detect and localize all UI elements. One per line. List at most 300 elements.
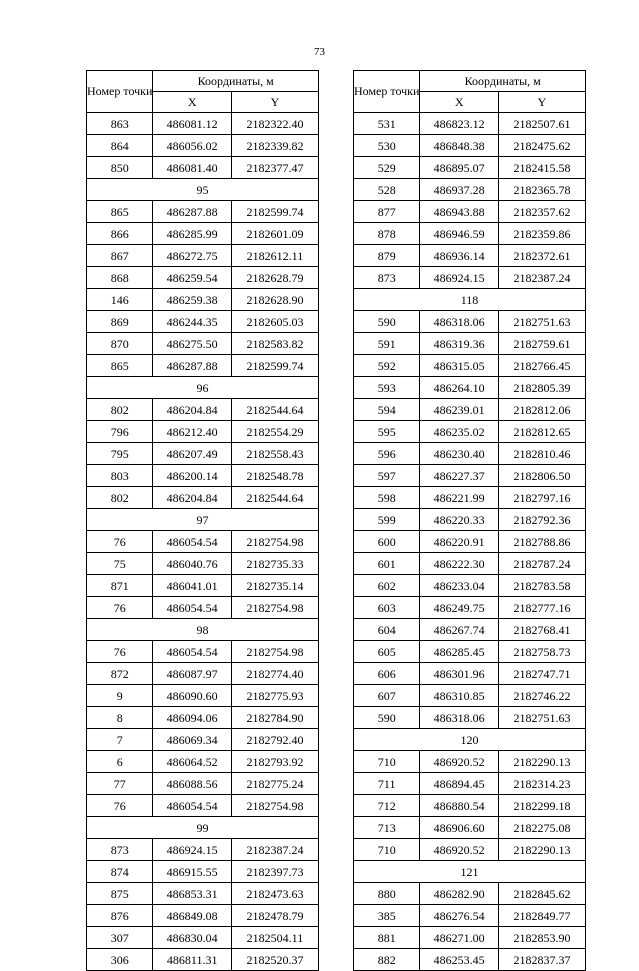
point-number-cell: 713 [354,817,420,839]
y-cell: 2182775.93 [231,685,318,707]
x-cell: 486287.88 [153,201,232,223]
point-number-cell: 850 [87,157,153,179]
x-cell: 486264.10 [420,377,499,399]
table-row [87,267,319,289]
y-cell: 2182768.41 [498,619,585,641]
coordinates-table-left [86,70,319,971]
point-number-cell: 531 [354,113,420,135]
y-cell: 2182339.82 [231,135,318,157]
section-row [354,289,586,311]
point-number-cell: 385 [354,905,420,927]
table-row [354,201,586,223]
x-cell: 486895.07 [420,157,499,179]
x-cell: 486276.54 [420,905,499,927]
table-row [354,311,586,333]
x-cell: 486230.40 [420,443,499,465]
section-row [87,179,319,201]
y-cell: 2182365.78 [498,179,585,201]
point-number-cell: 865 [87,201,153,223]
y-cell: 2182275.08 [498,817,585,839]
y-cell: 2182599.74 [231,355,318,377]
x-cell: 486830.04 [153,927,232,949]
x-cell: 486041.01 [153,575,232,597]
point-number-cell: 598 [354,487,420,509]
x-cell: 486056.02 [153,135,232,157]
table-row [354,509,586,531]
y-cell: 2182735.33 [231,553,318,575]
point-number-cell: 604 [354,619,420,641]
y-cell: 2182735.14 [231,575,318,597]
y-cell: 2182473.63 [231,883,318,905]
y-cell: 2182797.16 [498,487,585,509]
point-number-cell: 590 [354,311,420,333]
table-row [354,927,586,949]
table-row [87,157,319,179]
point-number-cell: 591 [354,333,420,355]
y-cell: 2182601.09 [231,223,318,245]
table-row [87,135,319,157]
x-cell: 486054.54 [153,597,232,619]
y-cell: 2182747.71 [498,663,585,685]
y-cell: 2182628.79 [231,267,318,289]
y-cell: 2182792.36 [498,509,585,531]
x-cell: 486088.56 [153,773,232,795]
y-cell: 2182357.62 [498,201,585,223]
x-cell: 486848.38 [420,135,499,157]
x-cell: 486040.76 [153,553,232,575]
table-row [354,795,586,817]
table-row [354,707,586,729]
x-cell: 486233.04 [420,575,499,597]
y-cell: 2182845.62 [498,883,585,905]
coordinates-table-right [353,70,586,971]
x-header: X [420,92,499,113]
table-row [354,883,586,905]
point-number-cell: 603 [354,597,420,619]
x-cell: 486894.45 [420,773,499,795]
point-number-cell: 593 [354,377,420,399]
point-number-cell: 710 [354,751,420,773]
table-row [354,377,586,399]
table-row [87,487,319,509]
y-cell: 2182558.43 [231,443,318,465]
section-number: 97 [87,509,319,531]
x-cell: 486239.01 [420,399,499,421]
point-number-cell: 75 [87,553,153,575]
table-row [87,883,319,905]
point-number-header: Номер точки [354,71,420,113]
y-cell: 2182751.63 [498,707,585,729]
y-cell: 2182746.22 [498,685,585,707]
y-cell: 2182754.98 [231,795,318,817]
y-cell: 2182599.74 [231,201,318,223]
point-number-cell: 146 [87,289,153,311]
point-number-cell: 306 [87,949,153,971]
x-cell: 486222.30 [420,553,499,575]
y-cell: 2182751.63 [498,311,585,333]
table-row [354,399,586,421]
y-cell: 2182359.86 [498,223,585,245]
x-cell: 486282.90 [420,883,499,905]
x-cell: 486880.54 [420,795,499,817]
point-number-cell: 866 [87,223,153,245]
table-row [87,773,319,795]
x-cell: 486220.91 [420,531,499,553]
x-cell: 486811.31 [153,949,232,971]
x-cell: 486275.50 [153,333,232,355]
x-cell: 486069.34 [153,729,232,751]
point-number-cell: 879 [354,245,420,267]
table-row [87,949,319,971]
x-cell: 486310.85 [420,685,499,707]
x-cell: 486081.12 [153,113,232,135]
coordinates-header: Координаты, м [153,71,319,92]
table-row [87,905,319,927]
point-number-cell: 871 [87,575,153,597]
x-cell: 486090.60 [153,685,232,707]
x-cell: 486920.52 [420,751,499,773]
x-cell: 486244.35 [153,311,232,333]
point-number-cell: 592 [354,355,420,377]
point-number-cell: 881 [354,927,420,949]
table-row [87,531,319,553]
table-row [354,179,586,201]
table-row [354,839,586,861]
x-cell: 486319.36 [420,333,499,355]
point-number-cell: 606 [354,663,420,685]
section-row [87,619,319,641]
x-header: X [153,92,232,113]
table-row [354,465,586,487]
y-cell: 2182806.50 [498,465,585,487]
point-number-cell: 874 [87,861,153,883]
x-cell: 486285.45 [420,641,499,663]
y-cell: 2182299.18 [498,795,585,817]
point-number-cell: 597 [354,465,420,487]
y-cell: 2182758.73 [498,641,585,663]
table-row [87,421,319,443]
x-cell: 486915.55 [153,861,232,883]
x-cell: 486212.40 [153,421,232,443]
y-header: Y [498,92,585,113]
y-cell: 2182387.24 [498,267,585,289]
y-cell: 2182415.58 [498,157,585,179]
table-row [354,333,586,355]
section-number: 95 [87,179,319,201]
table-row [87,223,319,245]
point-number-cell: 877 [354,201,420,223]
x-cell: 486087.97 [153,663,232,685]
x-cell: 486054.54 [153,795,232,817]
table-row [87,355,319,377]
point-number-cell: 595 [354,421,420,443]
y-cell: 2182792.40 [231,729,318,751]
y-cell: 2182583.82 [231,333,318,355]
section-row [354,729,586,751]
table-row [354,619,586,641]
table-row [354,157,586,179]
x-cell: 486924.15 [420,267,499,289]
x-cell: 486920.52 [420,839,499,861]
point-number-cell: 594 [354,399,420,421]
point-number-cell: 77 [87,773,153,795]
section-number: 118 [354,289,586,311]
section-row [87,817,319,839]
table-row [354,597,586,619]
y-cell: 2182784.90 [231,707,318,729]
table-row [354,751,586,773]
point-number-cell: 530 [354,135,420,157]
point-number-cell: 868 [87,267,153,289]
point-number-cell: 76 [87,795,153,817]
section-row [87,377,319,399]
x-cell: 486259.54 [153,267,232,289]
y-cell: 2182377.47 [231,157,318,179]
point-number-cell: 76 [87,641,153,663]
y-cell: 2182787.24 [498,553,585,575]
x-cell: 486285.99 [153,223,232,245]
x-cell: 486906.60 [420,817,499,839]
table-row [354,355,586,377]
x-cell: 486204.84 [153,399,232,421]
point-number-cell: 802 [87,487,153,509]
y-cell: 2182504.11 [231,927,318,949]
x-cell: 486924.15 [153,839,232,861]
x-cell: 486315.05 [420,355,499,377]
y-cell: 2182628.90 [231,289,318,311]
table-row [354,245,586,267]
y-cell: 2182754.98 [231,531,318,553]
table-row [87,311,319,333]
y-cell: 2182853.90 [498,927,585,949]
x-cell: 486318.06 [420,707,499,729]
x-cell: 486823.12 [420,113,499,135]
point-number-cell: 712 [354,795,420,817]
point-number-cell: 607 [354,685,420,707]
table-row [354,113,586,135]
section-row [354,861,586,883]
y-cell: 2182837.37 [498,949,585,971]
point-number-cell: 710 [354,839,420,861]
point-number-cell: 599 [354,509,420,531]
y-cell: 2182544.64 [231,487,318,509]
table-row [87,575,319,597]
y-cell: 2182372.61 [498,245,585,267]
y-cell: 2182754.98 [231,597,318,619]
point-number-cell: 307 [87,927,153,949]
table-row [87,333,319,355]
y-cell: 2182314.23 [498,773,585,795]
point-number-cell: 76 [87,531,153,553]
x-cell: 486853.31 [153,883,232,905]
point-number-cell: 876 [87,905,153,927]
x-cell: 486081.40 [153,157,232,179]
table-row [354,575,586,597]
x-cell: 486267.74 [420,619,499,641]
point-number-cell: 865 [87,355,153,377]
point-number-cell: 863 [87,113,153,135]
section-row [87,509,319,531]
x-cell: 486936.14 [420,245,499,267]
x-cell: 486249.75 [420,597,499,619]
point-number-cell: 76 [87,597,153,619]
point-number-cell: 875 [87,883,153,905]
point-number-cell: 880 [354,883,420,905]
section-number: 98 [87,619,319,641]
section-number: 120 [354,729,586,751]
point-number-cell: 8 [87,707,153,729]
table-row [354,135,586,157]
point-number-cell: 878 [354,223,420,245]
y-cell: 2182783.58 [498,575,585,597]
table-row [354,663,586,685]
table-row [354,685,586,707]
point-number-cell: 7 [87,729,153,751]
table-row [354,531,586,553]
table-row [87,465,319,487]
x-cell: 486064.52 [153,751,232,773]
point-number-cell: 872 [87,663,153,685]
point-number-cell: 870 [87,333,153,355]
y-cell: 2182554.29 [231,421,318,443]
table-row [87,729,319,751]
point-number-cell: 867 [87,245,153,267]
page-number: 73 [314,46,325,58]
point-number-cell: 590 [354,707,420,729]
y-cell: 2182478.79 [231,905,318,927]
y-cell: 2182322.40 [231,113,318,135]
y-cell: 2182812.65 [498,421,585,443]
y-cell: 2182387.24 [231,839,318,861]
x-cell: 486200.14 [153,465,232,487]
section-number: 96 [87,377,319,399]
table-row [87,685,319,707]
x-cell: 486271.00 [420,927,499,949]
x-cell: 486943.88 [420,201,499,223]
point-number-cell: 873 [354,267,420,289]
point-number-cell: 600 [354,531,420,553]
x-cell: 486220.33 [420,509,499,531]
table-row [87,201,319,223]
table-row [354,223,586,245]
table-row [354,817,586,839]
point-number-cell: 596 [354,443,420,465]
x-cell: 486227.37 [420,465,499,487]
y-cell: 2182548.78 [231,465,318,487]
y-cell: 2182805.39 [498,377,585,399]
x-cell: 486287.88 [153,355,232,377]
y-cell: 2182810.46 [498,443,585,465]
point-number-cell: 601 [354,553,420,575]
y-cell: 2182759.61 [498,333,585,355]
table-row [354,641,586,663]
table-row [87,707,319,729]
point-number-cell: 802 [87,399,153,421]
y-cell: 2182612.11 [231,245,318,267]
x-cell: 486849.08 [153,905,232,927]
section-number: 121 [354,861,586,883]
x-cell: 486253.45 [420,949,499,971]
table-row [87,553,319,575]
section-number: 99 [87,817,319,839]
x-cell: 486301.96 [420,663,499,685]
x-cell: 486235.02 [420,421,499,443]
y-cell: 2182520.37 [231,949,318,971]
table-row [87,795,319,817]
point-number-cell: 869 [87,311,153,333]
table-row [354,267,586,289]
point-number-cell: 796 [87,421,153,443]
table-row [87,927,319,949]
table-row [87,113,319,135]
table-row [87,663,319,685]
x-cell: 486054.54 [153,641,232,663]
table-row [87,641,319,663]
point-number-cell: 9 [87,685,153,707]
point-number-cell: 602 [354,575,420,597]
y-cell: 2182544.64 [231,399,318,421]
table-row [354,949,586,971]
y-header: Y [231,92,318,113]
table-row [87,861,319,883]
point-number-cell: 6 [87,751,153,773]
y-cell: 2182290.13 [498,751,585,773]
table-row [354,443,586,465]
point-number-cell: 864 [87,135,153,157]
point-number-cell: 803 [87,465,153,487]
y-cell: 2182777.16 [498,597,585,619]
table-row [354,421,586,443]
table-row [354,487,586,509]
y-cell: 2182766.45 [498,355,585,377]
y-cell: 2182475.62 [498,135,585,157]
x-cell: 486221.99 [420,487,499,509]
y-cell: 2182605.03 [231,311,318,333]
point-number-header: Номер точки [87,71,153,113]
table-row [87,443,319,465]
x-cell: 486259.38 [153,289,232,311]
table-row [87,245,319,267]
y-cell: 2182397.73 [231,861,318,883]
x-cell: 486094.06 [153,707,232,729]
point-number-cell: 795 [87,443,153,465]
y-cell: 2182849.77 [498,905,585,927]
table-row [87,399,319,421]
y-cell: 2182812.06 [498,399,585,421]
y-cell: 2182793.92 [231,751,318,773]
x-cell: 486054.54 [153,531,232,553]
y-cell: 2182290.13 [498,839,585,861]
y-cell: 2182775.24 [231,773,318,795]
y-cell: 2182507.61 [498,113,585,135]
point-number-cell: 529 [354,157,420,179]
x-cell: 486207.49 [153,443,232,465]
point-number-cell: 711 [354,773,420,795]
x-cell: 486204.84 [153,487,232,509]
point-number-cell: 605 [354,641,420,663]
table-row [354,773,586,795]
table-row [87,751,319,773]
x-cell: 486946.59 [420,223,499,245]
x-cell: 486937.28 [420,179,499,201]
coordinates-header: Координаты, м [420,71,586,92]
y-cell: 2182754.98 [231,641,318,663]
x-cell: 486272.75 [153,245,232,267]
table-row [354,905,586,927]
y-cell: 2182774.40 [231,663,318,685]
point-number-cell: 882 [354,949,420,971]
point-number-cell: 528 [354,179,420,201]
